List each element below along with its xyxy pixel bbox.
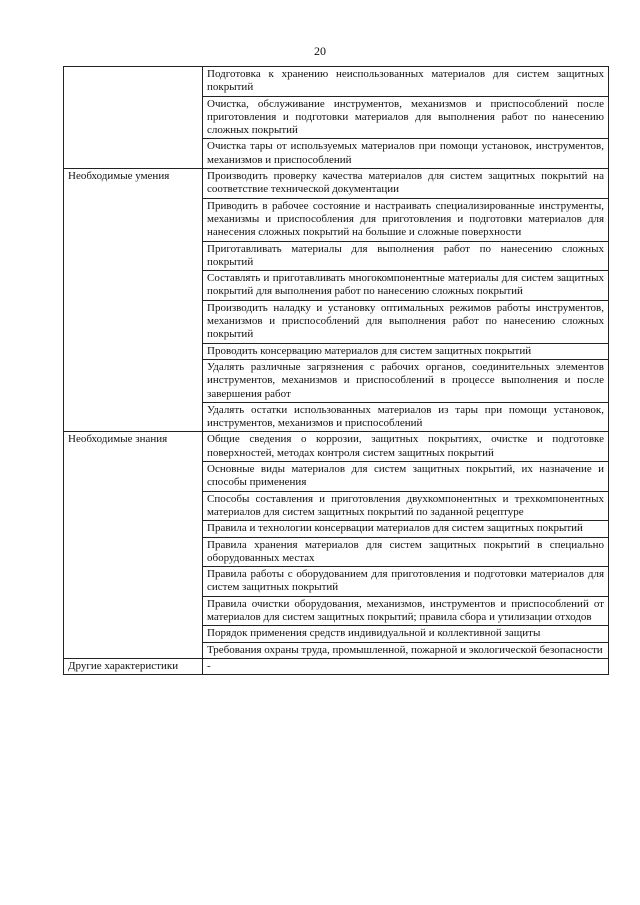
row-content-cell: Проводить консервацию материалов для систем защитных покрытий xyxy=(203,343,609,359)
row-content-cell: Приводить в рабочее состояние и настраивать специализированные инструменты, механизмы и приспособления для приготовления и подготовки материалов для нанесения сложных покрытий на большие и сложные поверхности xyxy=(203,198,609,241)
row-content-cell: Удалять остатки использованных материалов из тары при помощи установок, инструментов, механизмов и приспособлений xyxy=(203,402,609,432)
row-content-cell: Подготовка к хранению неиспользованных материалов для систем защитных покрытий xyxy=(203,67,609,97)
row-category-label: Другие характеристики xyxy=(64,658,203,674)
row-category-label: Необходимые знания xyxy=(64,432,203,658)
row-content-cell: Правила очистки оборудования, механизмов, инструментов и приспособлений от материалов для систем защитных покрытий; правила сбора и утилизации отходов xyxy=(203,596,609,626)
row-content-cell: Правила работы с оборудованием для приготовления и подготовки материалов для систем защитных покрытий xyxy=(203,567,609,597)
table-row xyxy=(64,169,609,199)
page-number: 20 xyxy=(314,44,326,58)
row-content-cell: Правила хранения материалов для систем защитных покрытий в специально оборудованных местах xyxy=(203,537,609,567)
row-content-cell: Производить наладку и установку оптимальных режимов работы инструментов, механизмов и приспособлений для выполнения работ по нанесению сложных покрытий xyxy=(203,300,609,343)
row-content-cell: Правила и технологии консервации материалов для систем защитных покрытий xyxy=(203,521,609,537)
row-category-label xyxy=(64,67,203,169)
row-content-cell: Общие сведения о коррозии, защитных покрытиях, очистке и подготовке поверхностей, методах контроля систем защитных покрытий xyxy=(203,432,609,462)
labor-functions-table xyxy=(63,66,609,675)
row-content-cell: Удалять различные загрязнения с рабочих органов, соединительных элементов инструментов, механизмов и приспособлений в процессе выполнения и после завершения работ xyxy=(203,359,609,402)
row-content-cell: Производить проверку качества материалов для систем защитных покрытий на соответствие технической документации xyxy=(203,169,609,199)
row-content-cell: Составлять и приготавливать многокомпонентные материалы для систем защитных покрытий для выполнения работ по нанесению сложных покрытий xyxy=(203,271,609,301)
row-content-cell: Очистка, обслуживание инструментов, механизмов и приспособлений после приготовления и подготовки материалов для выполнения работ по нанесению сложных покрытий xyxy=(203,96,609,139)
row-content-cell: Приготавливать материалы для выполнения работ по нанесению сложных покрытий xyxy=(203,241,609,271)
table-body xyxy=(64,67,609,675)
row-content-cell: Основные виды материалов для систем защитных покрытий, их назначение и способы применения xyxy=(203,462,609,492)
row-content-cell: Порядок применения средств индивидуальной и коллективной защиты xyxy=(203,626,609,642)
table-row xyxy=(64,432,609,462)
table-row xyxy=(64,67,609,97)
table-row xyxy=(64,658,609,674)
row-content-cell: - xyxy=(203,658,609,674)
row-category-label: Необходимые умения xyxy=(64,169,203,432)
row-content-cell: Способы составления и приготовления двухкомпонентных и трехкомпонентных материалов для систем защитных покрытий по заданной рецептуре xyxy=(203,491,609,521)
row-content-cell: Очистка тары от используемых материалов при помощи установок, инструментов, механизмов и приспособлений xyxy=(203,139,609,169)
row-content-cell: Требования охраны труда, промышленной, пожарной и экологической безопасности xyxy=(203,642,609,658)
